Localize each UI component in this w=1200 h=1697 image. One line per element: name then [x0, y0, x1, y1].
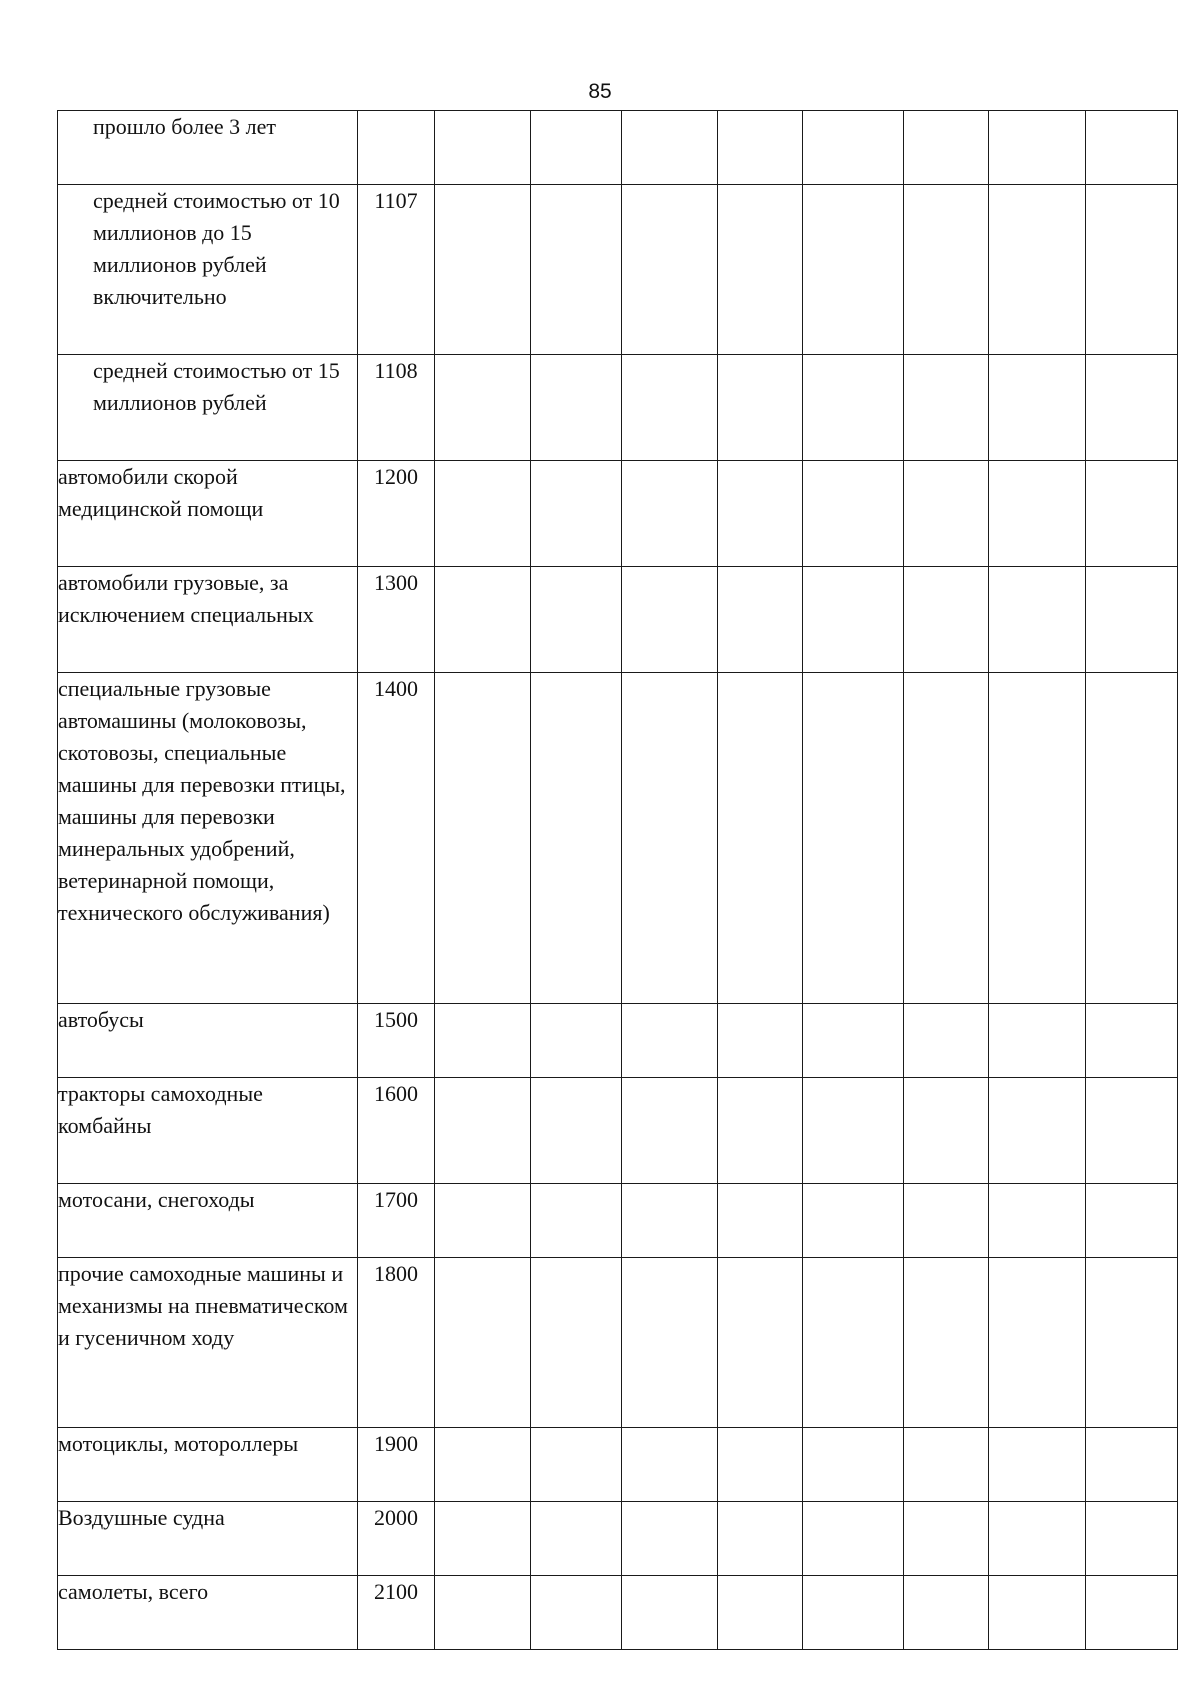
empty-data-cell: [622, 461, 718, 567]
empty-data-cell: [1086, 567, 1178, 673]
empty-data-cell: [803, 355, 904, 461]
empty-data-cell: [803, 1258, 904, 1428]
row-name-cell: прочие самоходные машины и механизмы на пневматическом и гусеничном ходу: [58, 1258, 358, 1428]
empty-data-cell: [1086, 355, 1178, 461]
row-code-cell: 1107: [358, 185, 435, 355]
empty-data-cell: [622, 673, 718, 1004]
empty-data-cell: [1086, 1004, 1178, 1078]
empty-data-cell: [531, 111, 622, 185]
empty-data-cell: [435, 673, 531, 1004]
empty-data-cell: [803, 1004, 904, 1078]
row-code-cell: 1108: [358, 355, 435, 461]
row-name-cell: автомобили скорой медицинской помощи: [58, 461, 358, 567]
empty-data-cell: [435, 461, 531, 567]
empty-data-cell: [803, 1428, 904, 1502]
row-name-cell: тракторы самоходные комбайны: [58, 1078, 358, 1184]
empty-data-cell: [803, 1502, 904, 1576]
empty-data-cell: [989, 1502, 1086, 1576]
empty-data-cell: [435, 1428, 531, 1502]
empty-data-cell: [718, 1078, 803, 1184]
empty-data-cell: [803, 111, 904, 185]
table-body: [58, 111, 1178, 1650]
row-name-cell: средней стоимостью от 10 миллионов до 15 миллионов рублей включительно: [58, 185, 358, 355]
empty-data-cell: [718, 1428, 803, 1502]
empty-data-cell: [989, 1258, 1086, 1428]
empty-data-cell: [435, 1078, 531, 1184]
empty-data-cell: [803, 185, 904, 355]
empty-data-cell: [622, 1428, 718, 1502]
row-code-cell: [358, 111, 435, 185]
empty-data-cell: [622, 567, 718, 673]
row-code-cell: 2000: [358, 1502, 435, 1576]
empty-data-cell: [803, 1184, 904, 1258]
empty-data-cell: [803, 673, 904, 1004]
table-row: [58, 111, 1178, 185]
table-row: [58, 1428, 1178, 1502]
empty-data-cell: [718, 1502, 803, 1576]
empty-data-cell: [718, 111, 803, 185]
empty-data-cell: [718, 355, 803, 461]
empty-data-cell: [904, 673, 989, 1004]
row-code-cell: 2100: [358, 1576, 435, 1650]
empty-data-cell: [718, 1258, 803, 1428]
empty-data-cell: [718, 1184, 803, 1258]
row-name-cell: мотосани, снегоходы: [58, 1184, 358, 1258]
empty-data-cell: [1086, 185, 1178, 355]
row-name-cell: мотоциклы, мотороллеры: [58, 1428, 358, 1502]
empty-data-cell: [531, 1004, 622, 1078]
empty-data-cell: [718, 1576, 803, 1650]
empty-data-cell: [435, 1258, 531, 1428]
empty-data-cell: [531, 1428, 622, 1502]
empty-data-cell: [718, 567, 803, 673]
row-name-cell: прошло более 3 лет: [58, 111, 358, 185]
empty-data-cell: [622, 1576, 718, 1650]
empty-data-cell: [622, 1184, 718, 1258]
empty-data-cell: [904, 1576, 989, 1650]
empty-data-cell: [435, 355, 531, 461]
empty-data-cell: [803, 567, 904, 673]
empty-data-cell: [904, 1502, 989, 1576]
row-code-cell: 1200: [358, 461, 435, 567]
table-row: [58, 1184, 1178, 1258]
empty-data-cell: [531, 1258, 622, 1428]
table-row: [58, 185, 1178, 355]
empty-data-cell: [1086, 461, 1178, 567]
empty-data-cell: [989, 1004, 1086, 1078]
row-code-cell: 1800: [358, 1258, 435, 1428]
empty-data-cell: [622, 185, 718, 355]
table-row: [58, 1258, 1178, 1428]
empty-data-cell: [803, 1078, 904, 1184]
empty-data-cell: [904, 1258, 989, 1428]
empty-data-cell: [622, 1258, 718, 1428]
empty-data-cell: [531, 1078, 622, 1184]
empty-data-cell: [989, 461, 1086, 567]
empty-data-cell: [989, 111, 1086, 185]
empty-data-cell: [989, 1078, 1086, 1184]
empty-data-cell: [531, 673, 622, 1004]
empty-data-cell: [435, 567, 531, 673]
row-code-cell: 1900: [358, 1428, 435, 1502]
empty-data-cell: [718, 461, 803, 567]
empty-data-cell: [622, 1502, 718, 1576]
empty-data-cell: [904, 1078, 989, 1184]
empty-data-cell: [989, 185, 1086, 355]
row-name-cell: самолеты, всего: [58, 1576, 358, 1650]
empty-data-cell: [1086, 1184, 1178, 1258]
empty-data-cell: [531, 1184, 622, 1258]
empty-data-cell: [904, 111, 989, 185]
empty-data-cell: [531, 355, 622, 461]
page-number: 85: [588, 80, 612, 103]
empty-data-cell: [803, 461, 904, 567]
empty-data-cell: [1086, 673, 1178, 1004]
empty-data-cell: [435, 1576, 531, 1650]
row-name-cell: автобусы: [58, 1004, 358, 1078]
table-row: [58, 673, 1178, 1004]
empty-data-cell: [1086, 1078, 1178, 1184]
empty-data-cell: [1086, 1428, 1178, 1502]
empty-data-cell: [989, 1184, 1086, 1258]
table-row: [58, 461, 1178, 567]
form-table: [57, 110, 1178, 1650]
empty-data-cell: [989, 567, 1086, 673]
table-row: [58, 567, 1178, 673]
table-row: [58, 1078, 1178, 1184]
table-row: [58, 1576, 1178, 1650]
empty-data-cell: [622, 1004, 718, 1078]
empty-data-cell: [1086, 111, 1178, 185]
empty-data-cell: [989, 1576, 1086, 1650]
empty-data-cell: [435, 1004, 531, 1078]
empty-data-cell: [622, 111, 718, 185]
table-row: [58, 1004, 1178, 1078]
table-row: [58, 1502, 1178, 1576]
row-code-cell: 1300: [358, 567, 435, 673]
row-code-cell: 1700: [358, 1184, 435, 1258]
empty-data-cell: [904, 1004, 989, 1078]
empty-data-cell: [718, 673, 803, 1004]
empty-data-cell: [989, 673, 1086, 1004]
empty-data-cell: [904, 461, 989, 567]
empty-data-cell: [904, 1184, 989, 1258]
empty-data-cell: [531, 1502, 622, 1576]
empty-data-cell: [904, 185, 989, 355]
row-code-cell: 1600: [358, 1078, 435, 1184]
empty-data-cell: [904, 355, 989, 461]
empty-data-cell: [1086, 1502, 1178, 1576]
row-name-cell: специальные грузовые автомашины (молоковозы, скотовозы, специальные машины для перевозки птицы, машины для перевозки минеральных удобрений, ветеринарной помощи, технического обслуживания): [58, 673, 358, 1004]
empty-data-cell: [1086, 1576, 1178, 1650]
empty-data-cell: [531, 1576, 622, 1650]
table-row: [58, 355, 1178, 461]
row-name-cell: Воздушные судна: [58, 1502, 358, 1576]
empty-data-cell: [989, 355, 1086, 461]
empty-data-cell: [435, 185, 531, 355]
empty-data-cell: [531, 567, 622, 673]
row-name-cell: автомобили грузовые, за исключением специальных: [58, 567, 358, 673]
empty-data-cell: [803, 1576, 904, 1650]
empty-data-cell: [904, 1428, 989, 1502]
empty-data-cell: [531, 461, 622, 567]
row-code-cell: 1500: [358, 1004, 435, 1078]
empty-data-cell: [1086, 1258, 1178, 1428]
empty-data-cell: [989, 1428, 1086, 1502]
empty-data-cell: [531, 185, 622, 355]
empty-data-cell: [622, 1078, 718, 1184]
empty-data-cell: [435, 111, 531, 185]
empty-data-cell: [435, 1184, 531, 1258]
empty-data-cell: [718, 1004, 803, 1078]
row-code-cell: 1400: [358, 673, 435, 1004]
empty-data-cell: [622, 355, 718, 461]
empty-data-cell: [904, 567, 989, 673]
row-name-cell: средней стоимостью от 15 миллионов рублей: [58, 355, 358, 461]
empty-data-cell: [435, 1502, 531, 1576]
empty-data-cell: [718, 185, 803, 355]
